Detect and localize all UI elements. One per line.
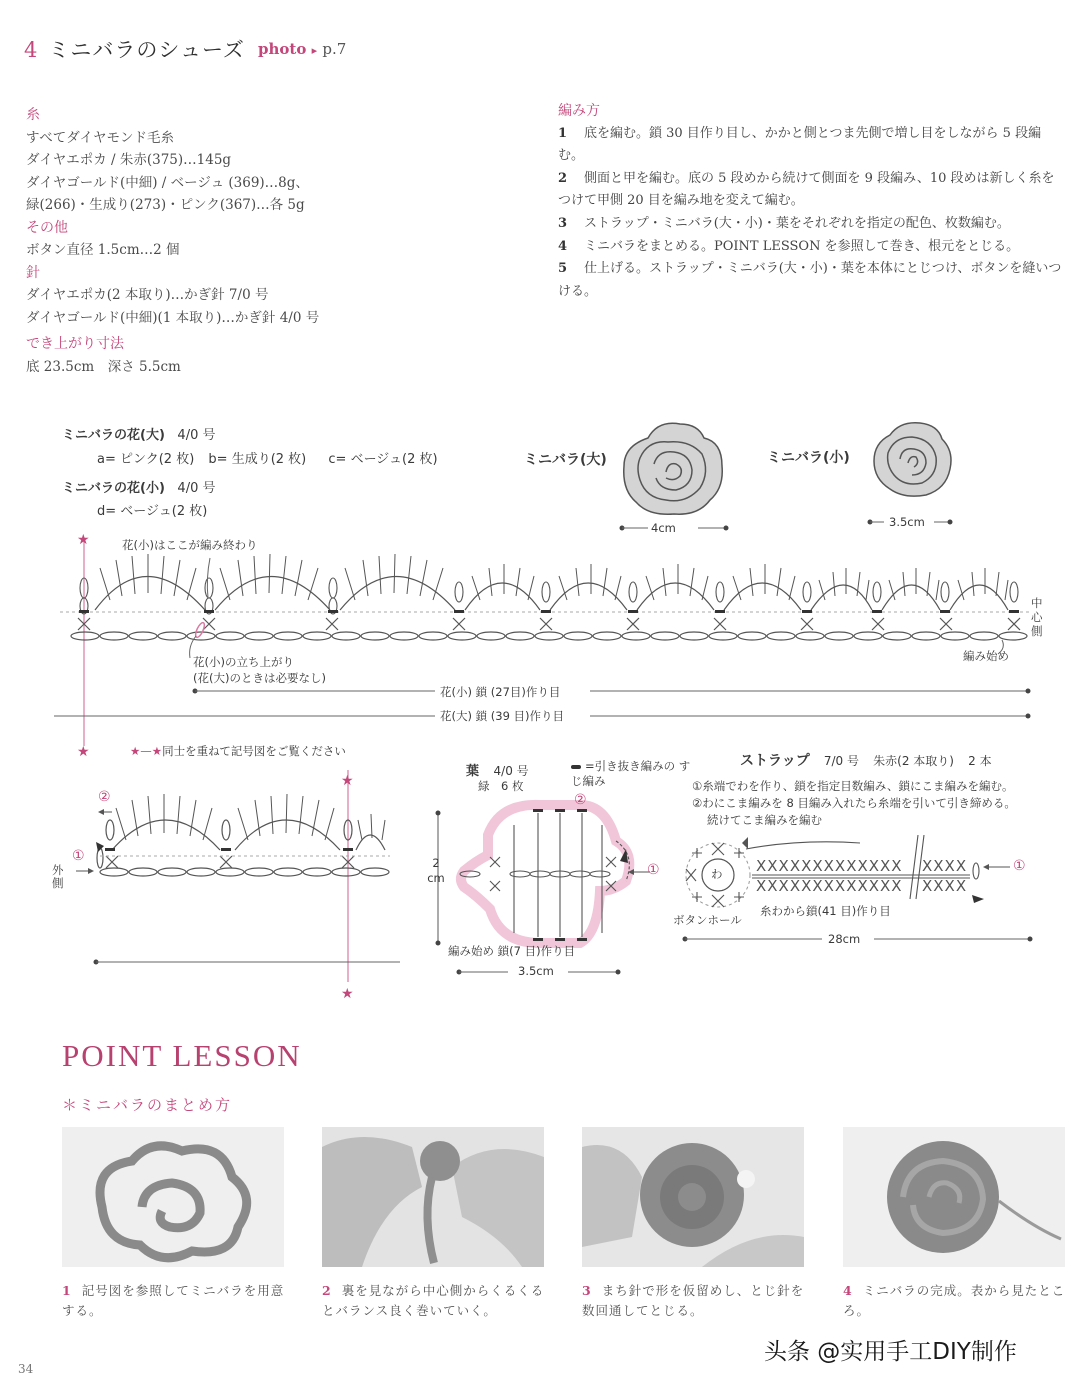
large-rose-label: ミニバラ(大) <box>524 452 607 468</box>
color-a: a= ピンク(2 枚) <box>97 452 195 467</box>
other-heading: その他 <box>26 219 68 236</box>
photo-label: photo <box>258 40 307 58</box>
needle-line: ダイヤゴールド(中細)(1 本取り)…かぎ針 4/0 号 <box>26 309 320 326</box>
instruction-step <box>558 123 1063 168</box>
ring-label: わ <box>711 867 723 881</box>
strap-count: 2 本 <box>968 754 992 768</box>
lesson-photo-3 <box>582 1127 804 1267</box>
lesson-caption-2 <box>322 1281 547 1321</box>
caption-number: 1 <box>62 1283 72 1298</box>
note-small-rise-sub: (花(大)のときは必要なし) <box>193 671 326 685</box>
photo-page: p.7 <box>322 40 347 58</box>
instruction-step <box>558 258 1063 303</box>
note-small-rise: 花(小)の立ち上がり <box>193 655 294 669</box>
caption-number: 2 <box>322 1283 332 1298</box>
leaf-height: 2 cm <box>427 856 445 885</box>
step-number: 1 <box>558 125 568 141</box>
materials-section <box>26 104 406 378</box>
step-text: ストラップ・ミニバラ(大・小)・葉をそれぞれを指定の配色、枚数編む。 <box>584 215 1010 231</box>
instruction-step <box>558 213 1063 236</box>
slip-stitch-legend <box>571 759 691 789</box>
small-flower-name: ミニバラの花(小) <box>62 481 165 496</box>
yarn-line: 緑(266)・生成り(273)・ピンク(367)…各 5g <box>26 197 305 213</box>
step-text: 側面と甲を編む。底の 5 段めから続けて側面を 9 段編み、10 段めは新しく糸をつけて甲側 20 目を編み地を変えて編む。 <box>558 170 1055 209</box>
slip-stitch-icon <box>571 765 581 769</box>
step-text: ミニバラをまとめる。POINT LESSON を参照して巻き、根元をとじる。 <box>584 238 1020 254</box>
other-line: ボタン直径 1.5cm…2 個 <box>26 242 180 258</box>
pattern-title <box>24 34 245 64</box>
step-text: 仕上げる。ストラップ・ミニバラ(大・小)・葉を本体にとじつけ、ボタンを縫いつける。 <box>558 261 1062 299</box>
lesson-photo-1 <box>62 1127 284 1267</box>
instructions-section <box>558 100 1063 303</box>
step-number: 5 <box>558 261 568 277</box>
instruction-step <box>558 168 1063 213</box>
step-number: 2 <box>558 170 568 186</box>
yarn-line: すべてダイヤモンド毛糸 <box>26 129 174 146</box>
lesson-caption-3 <box>582 1281 807 1321</box>
strap-length: 28cm <box>828 932 861 946</box>
caption-text: 記号図を参照してミニバラを用意する。 <box>62 1283 285 1318</box>
chain-large-label: 花(大) 鎖 (39 目)作り目 <box>440 709 565 723</box>
crochet-flower-strip-image <box>62 1127 284 1267</box>
yarn-line: ダイヤゴールド(中細) / ベージュ (369)…8g、 <box>26 174 309 191</box>
large-rose-size: 4cm <box>651 521 676 535</box>
caption-number: 4 <box>843 1283 853 1298</box>
instructions-heading: 編み方 <box>558 103 600 119</box>
caption-text: 裏を見ながら中心側からくるくるとバランス良く巻いていく。 <box>322 1283 545 1318</box>
size-line: 底 23.5cm 深さ 5.5cm <box>26 358 181 375</box>
strap-title <box>740 750 992 770</box>
watermark: 头条 @实用手工DIY制作 <box>764 1339 1017 1365</box>
pinning-flower-image <box>582 1127 804 1267</box>
flower-continuation-chart <box>40 760 410 1000</box>
small-rose-illustration <box>870 419 955 499</box>
page-number: 34 <box>18 1362 34 1376</box>
yarn-line: ダイヤエポカ / 朱赤(375)…145g <box>26 152 232 168</box>
marker-1: ① <box>72 848 85 864</box>
legend-text: =引き抜き編みの すじ編み <box>571 759 691 788</box>
small-flower-colors: d= ベージュ(2 枚) <box>97 504 208 519</box>
start-label: 編み始め <box>963 649 1009 663</box>
step-number: 4 <box>558 238 568 254</box>
strap-note-3: 続けてこま編みを編む <box>707 813 822 827</box>
leaf-color-count: 緑 6 枚 <box>478 779 524 793</box>
buttonhole-label: ボタンホール <box>673 913 742 927</box>
leaf-marker-1: ① <box>647 862 660 878</box>
finished-rose-image <box>843 1127 1065 1267</box>
svg-text:★: ★ <box>77 532 90 548</box>
star-note-text-visible: 同士を重ねて記号図をご覧ください <box>162 744 346 758</box>
triangle-right-icon: ▸ <box>311 44 318 57</box>
large-rose-illustration <box>618 418 728 518</box>
point-lesson-title: POINT LESSON <box>62 1038 302 1073</box>
marker-2: ② <box>98 789 111 805</box>
strap-note-1: ①糸端でわを作り、鎖を指定目数編み、鎖にこま編みを編む。 <box>692 779 1014 793</box>
pattern-number: 4 <box>24 38 39 62</box>
svg-text:★: ★ <box>341 986 354 1000</box>
photo-reference <box>258 40 346 58</box>
step-number: 3 <box>558 215 568 231</box>
strap-marker-1: ① <box>1013 858 1026 874</box>
star-overlap-note <box>130 743 346 759</box>
leaf-marker-2: ② <box>574 792 587 808</box>
color-c: c= ベージュ(2 枚) <box>328 452 438 467</box>
strap-hook: 7/0 号 <box>823 754 860 768</box>
hands-rolling-flower-image <box>322 1127 544 1267</box>
leaf-name: 葉 <box>466 764 480 779</box>
small-flower-hook: 4/0 号 <box>177 481 216 496</box>
lesson-photo-4 <box>843 1127 1065 1267</box>
strap-note-2: ②わにこま編みを 8 目編み入れたら糸端を引いて引き締める。 <box>692 796 1016 810</box>
needle-heading: 針 <box>26 264 40 281</box>
lesson-photo-2 <box>322 1127 544 1267</box>
svg-text:XXXX: XXXX <box>922 857 968 875</box>
leaf-start-label: 編み始め 鎖(7 目)作り目 <box>448 944 576 958</box>
note-small-end: 花(小)はここが編み終わり <box>122 538 258 552</box>
instruction-step <box>558 236 1063 259</box>
svg-text:XXXXXXXXXXXXX: XXXXXXXXXXXXX <box>756 857 903 875</box>
star-icon: ★—★ <box>130 744 163 758</box>
leaf-stitch-chart <box>430 795 670 965</box>
svg-text:XXXXXXXXXXXXX: XXXXXXXXXXXXX <box>756 877 903 895</box>
strap-chain-label: 糸わから鎖(41 目)作り目 <box>760 904 891 918</box>
large-flower-hook: 4/0 号 <box>177 428 216 443</box>
yarn-heading: 糸 <box>26 107 40 123</box>
leaf-hook: 4/0 号 <box>493 764 529 778</box>
lesson-caption-1 <box>62 1281 287 1321</box>
svg-text:★: ★ <box>77 744 90 758</box>
strap-color: 朱赤(2 本取り) <box>873 754 954 768</box>
caption-text: ミニバラの完成。表から見たところ。 <box>843 1283 1066 1318</box>
leaf-width: 3.5cm <box>518 964 554 978</box>
center-side-label: 中心側 <box>1031 596 1043 638</box>
large-flower-name: ミニバラの花(大) <box>62 428 165 443</box>
strap-name: ストラップ <box>740 753 810 769</box>
small-rose-label: ミニバラ(小) <box>767 450 850 466</box>
lesson-caption-4 <box>843 1281 1068 1321</box>
needle-line: ダイヤエポカ(2 本取り)…かぎ針 7/0 号 <box>26 287 269 303</box>
leaf-title <box>466 760 529 779</box>
step-text: 底を編む。鎖 30 目作り目し、かかと側とつま先側で増し目をしながら 5 段編む。 <box>558 125 1042 164</box>
small-rose-size: 3.5cm <box>889 515 925 529</box>
point-lesson-subtitle: ＊ミニバラのまとめ方 <box>62 1096 233 1114</box>
color-b: b= 生成り(2 枚) <box>208 452 307 467</box>
large-flower-colors <box>97 448 438 467</box>
outer-side-label: 外側 <box>52 863 64 890</box>
pattern-name: ミニバラのシューズ <box>48 38 245 62</box>
large-flower-title <box>62 424 215 443</box>
caption-text: まち針で形を仮留めし、とじ針を数回通してとじる。 <box>582 1283 805 1318</box>
chain-small-label: 花(小) 鎖 (27目)作り目 <box>440 685 561 699</box>
size-heading: でき上がり寸法 <box>26 336 124 352</box>
svg-text:★: ★ <box>341 773 354 789</box>
small-flower-title <box>62 477 215 496</box>
caption-number: 3 <box>582 1283 592 1298</box>
svg-text:XXXX: XXXX <box>922 877 968 895</box>
